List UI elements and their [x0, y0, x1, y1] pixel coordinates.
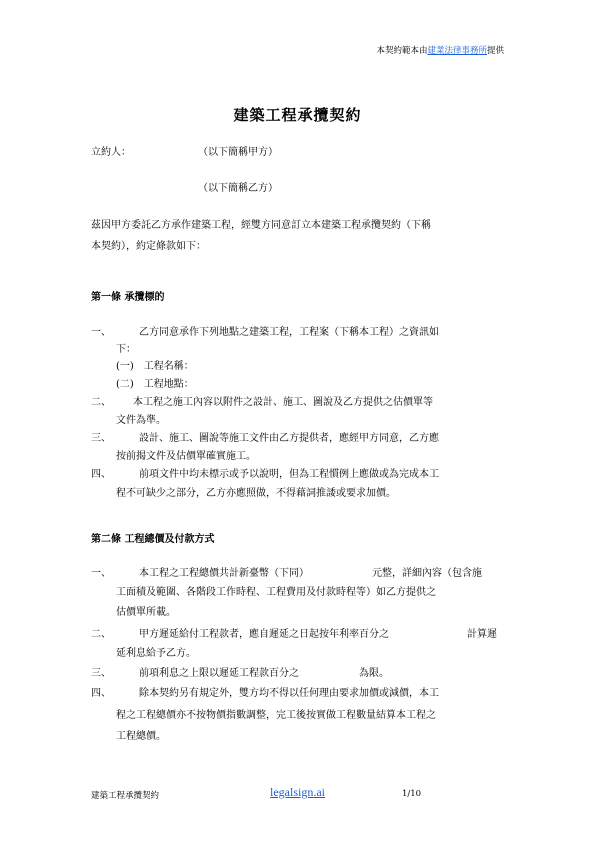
- article-1-item-4-line-1: 前項文件中均未標示或予以說明，但為工程慣例上應做或為完成本工: [139, 469, 439, 480]
- article-1-item-2-number: 二、: [91, 397, 111, 408]
- article-2-item-3-line-1b: 為限。: [359, 668, 389, 679]
- footer-page-number: 1/10: [402, 789, 422, 799]
- parties-label: 立約人：: [91, 147, 131, 158]
- footer-link[interactable]: legalsign.ai: [270, 785, 325, 799]
- article-1-item-4-line-2: 程不可缺少之部分，乙方亦應照做，不得藉詞推諉或要求加價。: [116, 488, 396, 499]
- article-1-item-3-line-1: 設計、施工、圖說等施工文件由乙方提供者，應經甲方同意，乙方應: [139, 433, 439, 444]
- article-2-item-1-line-3: 估價單所載。: [116, 607, 176, 618]
- party-b-label: （以下簡稱乙方）: [198, 183, 278, 194]
- article-1-item-1-line-2: 下：: [116, 344, 136, 355]
- article-2-item-4-line-3: 工程總價。: [116, 731, 166, 742]
- article-1-item-3-number: 三、: [91, 433, 111, 444]
- header-note-prefix: 本契約範本由: [376, 46, 428, 56]
- article-2-item-3-line-1a: 前項利息之上限以遲延工程款百分之: [139, 668, 299, 679]
- article-1-item-2-line-2: 文件為準。: [116, 415, 166, 426]
- article-2-item-3-number: 三、: [91, 668, 111, 679]
- article-2-item-2-line-1b: 計算遲: [467, 629, 497, 640]
- article-1-sub-item-2: (二) 工程地點：: [116, 379, 194, 390]
- article-1-heading: 第一條 承攬標的: [91, 292, 165, 303]
- article-2-item-4-line-1: 除本契約另有規定外，雙方均不得以任何理由要求加價或減價，本工: [139, 688, 439, 699]
- header-note-suffix: 提供: [486, 46, 504, 56]
- party-a-label: （以下簡稱甲方）: [198, 147, 278, 158]
- header-note: [376, 44, 504, 56]
- document-title: 建築工程承攬契約: [233, 106, 362, 124]
- article-2-item-2-line-1a: 甲方遲延給付工程款者，應自遲延之日起按年利率百分之: [139, 629, 389, 640]
- article-2-item-1-line-1a: 本工程之工程總價共計新臺幣（下同）: [139, 568, 309, 579]
- article-2-item-4-line-2: 程之工程總價亦不按物價指數調整，完工後按實做工程數量結算本工程之: [116, 710, 436, 721]
- article-2-heading: 第二條 工程總價及付款方式: [91, 534, 215, 545]
- article-2-item-1-number: 一、: [91, 568, 111, 579]
- preamble-line-1: 茲因甲方委託乙方承作建築工程，經雙方同意訂立本建築工程承攬契約（下稱: [91, 220, 431, 231]
- article-1-item-2-line-1: 本工程之施工內容以附件之設計、施工、圖說及乙方提供之估價單等: [133, 397, 433, 408]
- article-2-item-2-number: 二、: [91, 629, 111, 640]
- article-1-item-4-number: 四、: [91, 469, 111, 480]
- law-firm-link[interactable]: 建業法律事務所: [427, 46, 487, 56]
- preamble-line-2: 本契約），約定條款如下：: [91, 241, 206, 252]
- article-2-item-1-line-1b: 元整，詳細內容（包含施: [372, 568, 482, 579]
- article-2-item-1-line-2: 工面積及範圍、各階段工作時程、工程費用及付款時程等）如乙方提供之: [116, 587, 436, 598]
- article-1-sub-item-1: (一) 工程名稱：: [116, 361, 194, 372]
- article-2-item-2-line-2: 延利息給予乙方。: [116, 648, 196, 659]
- article-1-item-3-line-2: 按前揭文件及估價單確實施工。: [116, 451, 256, 462]
- footer-document-name: 建築工程承攬契約: [91, 791, 160, 801]
- article-1-item-1-number: 一、: [91, 327, 111, 338]
- article-1-item-1-line-1: 乙方同意承作下列地點之建築工程，工程案（下稱本工程）之資訊如: [139, 327, 439, 338]
- article-2-item-4-number: 四、: [91, 688, 111, 699]
